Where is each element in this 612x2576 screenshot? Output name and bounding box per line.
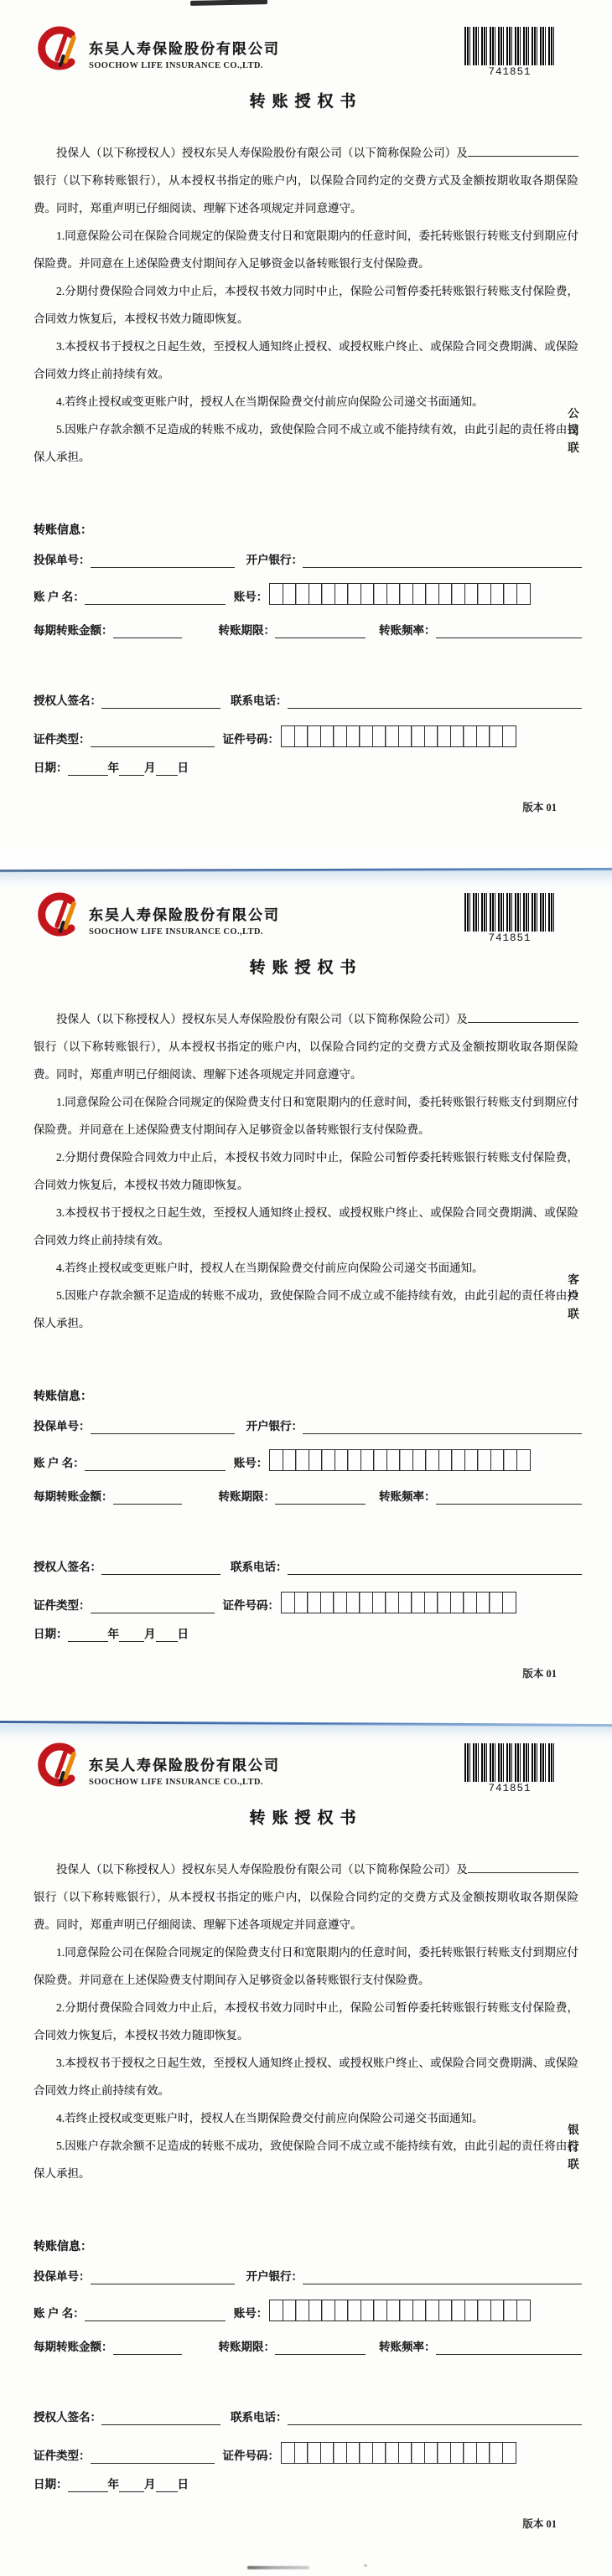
account-name-label: 账 户 名： [34,1457,85,1469]
digit-box [294,1592,309,1613]
authorization-form-page [0,1725,612,2576]
transfer-frequency-blank [436,2341,583,2355]
policy-no-label: 投保单号： [34,1420,91,1433]
digit-box [438,583,453,605]
digit-box [477,1449,491,1471]
authorization-form-page [0,871,612,1722]
account-name-label: 账 户 名： [34,591,85,603]
policy-no-label: 投保单号： [34,554,91,566]
digit-box [451,1449,465,1471]
row-signature-phone [34,2410,582,2425]
account-no-label: 账号： [233,2307,268,2320]
per-period-amount-label: 每期转账金额： [34,2341,113,2353]
digit-box [359,1592,373,1613]
per-period-amount-label: 每期转账金额： [34,1490,113,1503]
digit-box [294,2442,309,2464]
digit-box [502,2442,516,2464]
company-name-block [89,903,357,937]
digit-box [425,2300,439,2321]
digit-box [372,2442,386,2464]
contact-phone-label: 联系电话： [231,1561,288,1573]
digit-box [489,725,503,747]
authorizer-signature-blank [101,2412,220,2425]
digit-box [309,1449,323,1471]
digit-box [463,1592,477,1613]
date-month-blank [119,1629,144,1642]
digit-box [438,1449,453,1471]
bank-name-blank [468,1860,578,1873]
clause-2: 2.分期付费保险合同效力中止后，本授权书效力同时中止，保险公司暂停委托转账银行转账支付保险费，合同效力恢复后，本授权书效力随即恢复。 [34,1151,578,1191]
digit-box [464,583,479,605]
digit-box [307,2442,321,2464]
policy-no-blank [91,555,235,568]
transfer-info-heading: 转账信息： [34,2241,92,2253]
transfer-term-label: 转账期限： [218,1490,275,1503]
year-label: 年 [107,761,119,774]
digit-box [424,2442,438,2464]
company-name-en: SOOCHOW LIFE INSURANCE CO.,LTD. [89,1778,263,1787]
clause-2: 2.分期付费保险合同效力中止后，本授权书效力同时中止，保险公司暂停委托转账银行转账支付保险费，合同效力恢复后，本授权书效力随即恢复。 [34,2001,578,2042]
digit-box [360,583,375,605]
digit-box [437,2442,451,2464]
digit-box [425,1449,439,1471]
digit-box [398,725,412,747]
digit-box [307,1592,321,1613]
digit-box [346,725,360,747]
per-period-amount-blank [113,1491,182,1505]
digit-box [386,583,401,605]
row-date [34,1627,582,1642]
authorizer-signature-blank [101,1562,220,1575]
opening-bank-label: 开户银行： [246,2270,303,2283]
digit-box [283,583,297,605]
digit-box [385,725,399,747]
row-date [34,761,582,776]
intro-text-before: 投保人（以下称授权人）授权东吴人寿保险股份有限公司（以下简称保险公司）及 [56,1013,468,1025]
month-label: 月 [144,1628,156,1640]
id-type-blank [91,1600,215,1613]
digit-box [269,1449,283,1471]
digit-box [437,725,451,747]
barcode [464,1743,556,1794]
per-period-amount-blank [113,2341,182,2355]
digit-box [385,2442,399,2464]
digit-box [450,725,464,747]
transfer-frequency-label: 转账频率： [379,624,436,637]
digit-box [295,1449,309,1471]
digit-box [489,2442,503,2464]
digit-box [412,583,427,605]
digit-box [347,583,361,605]
page-edge-shadow-2 [0,1724,612,1742]
intro-text-before: 投保人（以下称授权人）授权东吴人寿保险股份有限公司（以下简称保险公司）及 [56,1863,468,1876]
digit-box [346,2442,360,2464]
digit-box [283,2300,297,2321]
digit-box [450,2442,464,2464]
contact-phone-label: 联系电话： [231,694,288,707]
id-number-label: 证件号码： [222,2450,279,2462]
date-year-blank [68,1629,108,1642]
authorizer-signature-label: 授权人签名： [34,2411,101,2424]
digit-box [295,2300,309,2321]
clause-5: 5.因账户存款余额不足造成的转账不成功，致使保险合同不成立或不能持续有效，由此引起的责任将由投保人承担。 [34,423,578,463]
id-number-boxes [281,725,515,747]
digit-box [476,725,490,747]
digit-box [335,2300,349,2321]
year-label: 年 [107,1628,119,1640]
digit-box [347,2300,361,2321]
soochow-life-logo-icon [34,890,82,938]
digit-box [335,583,349,605]
account-no-label: 账号： [233,591,268,603]
digit-box [385,1592,399,1613]
date-month-blank [119,2479,144,2492]
clause-4: 4.若终止授权或变更账户时，授权人在当期保险费交付前应向保险公司递交书面通知。 [56,395,484,408]
digit-box [503,1449,517,1471]
intro-paragraph [34,1005,578,1088]
clause-4: 4.若终止授权或变更账户时，授权人在当期保险费交付前应向保险公司递交书面通知。 [56,1262,484,1274]
digit-box [516,2300,531,2321]
digit-box [386,2300,401,2321]
digit-box [333,2442,347,2464]
policy-no-blank [91,1421,235,1434]
digit-box [386,1449,401,1471]
policy-no-label: 投保单号： [34,2270,91,2283]
digit-box [424,725,438,747]
opening-bank-label: 开户银行： [246,554,303,566]
digit-box [490,2300,505,2321]
document-title: 转账授权书 [249,1809,363,1827]
barcode [464,27,556,78]
authorization-form-page [0,0,612,851]
terms-text [34,139,578,471]
barcode-number: 741851 [488,66,532,78]
digit-box [333,725,347,747]
date-label: 日期： [34,2478,68,2491]
id-type-label: 证件类型： [34,1599,91,1612]
opening-bank-blank [303,2271,582,2284]
digit-box [269,2300,283,2321]
clause-4: 4.若终止授权或变更账户时，授权人在当期保险费交付前应向保险公司递交书面通知。 [56,2112,484,2124]
day-label: 日 [177,1628,189,1640]
id-number-label: 证件号码： [222,1599,279,1612]
digit-box [360,1449,375,1471]
digit-box [437,1592,451,1613]
month-label: 月 [144,2478,156,2491]
company-name-en: SOOCHOW LIFE INSURANCE CO.,LTD. [89,61,263,70]
company-name-cn: 东吴人寿保险股份有限公司 [89,41,280,57]
copy-label: 公司联 [566,407,578,459]
transfer-frequency-label: 转账频率： [379,1490,436,1503]
barcode-stripes-icon [464,27,555,65]
digit-box [438,2300,453,2321]
account-name-blank [85,1458,226,1471]
digit-box [490,583,505,605]
digit-box [399,583,413,605]
date-year-blank [68,762,108,776]
digit-box [320,1592,335,1613]
digit-box [307,725,321,747]
company-name-cn: 东吴人寿保险股份有限公司 [89,907,280,923]
terms-text [34,1856,578,2187]
day-label: 日 [177,2478,189,2491]
digit-box [490,1449,505,1471]
barcode [464,893,556,944]
digit-box [321,2300,335,2321]
digit-box [424,1592,438,1613]
barcode-number: 741851 [488,932,532,944]
row-id [34,725,582,747]
id-number-boxes [281,1592,515,1613]
row-account [34,583,582,605]
digit-box [516,583,531,605]
id-type-blank [91,2450,215,2464]
page-edge-shadow-1 [0,870,612,889]
digit-box [464,1449,479,1471]
opening-bank-label: 开户银行： [246,1420,303,1433]
account-number-boxes [269,1449,529,1471]
digit-box [281,1592,295,1613]
row-signature-phone [34,694,582,709]
row-account [34,2300,582,2321]
digit-box [477,2300,491,2321]
digit-box [360,2300,375,2321]
per-period-amount-blank [113,625,182,638]
transfer-frequency-blank [436,1491,583,1505]
row-amount-term-frequency [34,623,582,638]
intro-text-before: 投保人（以下称授权人）授权东吴人寿保险股份有限公司（以下简称保险公司）及 [56,147,468,159]
digit-box [321,1449,335,1471]
clause-3: 3.本授权书于授权之日起生效，至授权人通知终止授权、或授权账户终止、或保险合同交费期满、或保险合同效力终止前持续有效。 [34,1206,578,1247]
digit-box [503,583,517,605]
id-type-blank [91,734,215,747]
digit-box [281,725,295,747]
authorizer-signature-blank [101,695,220,709]
clause-1: 1.同意保险公司在保险合同规定的保险费支付日和宽限期内的任意时间，委托转账银行转账支付到期应付保险费。并同意在上述保险费支付期间存入足够资金以备转账银行支付保险费。 [34,230,578,270]
digit-box [372,1592,386,1613]
copy-label: 银行联 [566,2124,578,2176]
soochow-life-logo-icon [34,1740,82,1789]
month-label: 月 [144,761,156,774]
digit-box [335,1449,349,1471]
contact-phone-label: 联系电话： [231,2411,288,2424]
date-year-blank [68,2479,108,2492]
opening-bank-blank [303,555,582,568]
digit-box [309,2300,323,2321]
bank-name-blank [468,143,578,157]
row-policy-bank [34,1419,582,1434]
digit-box [502,725,516,747]
digit-box [450,1592,464,1613]
digit-box [399,2300,413,2321]
version-label: 版本 01 [522,2518,557,2530]
digit-box [477,583,491,605]
opening-bank-blank [303,1421,582,1434]
bank-name-blank [468,1009,578,1023]
transfer-term-blank [275,2341,366,2355]
row-date [34,2477,582,2492]
version-label: 版本 01 [522,1668,557,1680]
id-type-label: 证件类型： [34,733,91,746]
company-name-block [89,1753,357,1787]
transfer-frequency-label: 转账频率： [379,2341,436,2353]
clause-3: 3.本授权书于授权之日起生效，至授权人通知终止授权、或授权账户终止、或保险合同交费期满、或保险合同效力终止前持续有效。 [34,340,578,380]
barcode-stripes-icon [464,1743,555,1782]
account-name-label: 账 户 名： [34,2307,85,2320]
transfer-info-heading: 转账信息： [34,524,92,537]
digit-box [503,2300,517,2321]
clause-1: 1.同意保险公司在保险合同规定的保险费支付日和宽限期内的任意时间，委托转账银行转账支付到期应付保险费。并同意在上述保险费支付期间存入足够资金以备转账银行支付保险费。 [34,1096,578,1136]
digit-box [451,583,465,605]
date-label: 日期： [34,1628,68,1640]
barcode-stripes-icon [464,893,555,932]
id-number-boxes [281,2442,515,2464]
id-type-label: 证件类型： [34,2450,91,2462]
digit-box [425,583,439,605]
row-policy-bank [34,2269,582,2284]
account-number-boxes [269,583,529,605]
authorizer-signature-label: 授权人签名： [34,1561,101,1573]
scan-artifact-bottom-smudge [247,2566,309,2569]
digit-box [309,583,323,605]
row-id [34,2442,582,2464]
row-amount-term-frequency [34,2340,582,2355]
digit-box [269,583,283,605]
transfer-frequency-blank [436,625,583,638]
digit-box [373,583,387,605]
row-policy-bank [34,553,582,568]
digit-box [359,725,373,747]
clause-3: 3.本授权书于授权之日起生效，至授权人通知终止授权、或授权账户终止、或保险合同交费期满、或保险合同效力终止前持续有效。 [34,2057,578,2097]
document-title: 转账授权书 [249,959,363,977]
digit-box [283,1449,297,1471]
transfer-info-heading: 转账信息： [34,1391,92,1403]
digit-box [320,2442,335,2464]
soochow-life-logo-icon [34,23,82,72]
copy-label: 客户联 [566,1273,578,1325]
version-label: 版本 01 [522,802,557,813]
scan-artifact-bottom-dot [364,2564,367,2567]
date-month-blank [119,762,144,776]
digit-box [516,1449,531,1471]
document-title: 转账授权书 [249,93,363,111]
contact-phone-blank [288,1562,583,1575]
transfer-term-label: 转账期限： [218,2341,275,2353]
policy-no-blank [91,2271,235,2284]
digit-box [398,2442,412,2464]
transfer-term-blank [275,1491,366,1505]
intro-text-after: 银行（以下称转账银行），从本授权书指定的账户内，以保险合同约定的交费方式及金额按期收取各期保险费。同时，郑重声明已仔细阅读、理解下述各项规定并同意遵守。 [34,1891,578,1931]
date-day-blank [156,1629,178,1642]
digit-box [333,1592,347,1613]
digit-box [373,1449,387,1471]
digit-box [463,2442,477,2464]
digit-box [320,725,335,747]
date-day-blank [156,762,178,776]
day-label: 日 [177,761,189,774]
contact-phone-blank [288,695,583,709]
digit-box [294,725,309,747]
row-id [34,1592,582,1613]
digit-box [281,2442,295,2464]
account-number-boxes [269,2300,529,2321]
year-label: 年 [107,2478,119,2491]
date-day-blank [156,2479,178,2492]
digit-box [372,725,386,747]
digit-box [411,2442,425,2464]
digit-box [373,2300,387,2321]
digit-box [347,1449,361,1471]
digit-box [502,1592,516,1613]
contact-phone-blank [288,2412,583,2425]
company-name-cn: 东吴人寿保险股份有限公司 [89,1758,280,1773]
digit-box [476,2442,490,2464]
digit-box [411,1592,425,1613]
account-no-label: 账号： [233,1457,268,1469]
digit-box [476,1592,490,1613]
company-name-block [89,37,357,70]
digit-box [295,583,309,605]
account-name-blank [85,591,226,605]
digit-box [346,1592,360,1613]
digit-box [359,2442,373,2464]
digit-box [412,2300,427,2321]
digit-box [464,2300,479,2321]
digit-box [321,583,335,605]
row-signature-phone [34,1560,582,1575]
row-account [34,1449,582,1471]
intro-text-after: 银行（以下称转账银行），从本授权书指定的账户内，以保险合同约定的交费方式及金额按期收取各期保险费。同时，郑重声明已仔细阅读、理解下述各项规定并同意遵守。 [34,1040,578,1081]
clause-5: 5.因账户存款余额不足造成的转账不成功，致使保险合同不成立或不能持续有效，由此引起的责任将由投保人承担。 [34,2140,578,2180]
transfer-term-label: 转账期限： [218,624,275,637]
date-label: 日期： [34,761,68,774]
clause-2: 2.分期付费保险合同效力中止后，本授权书效力同时中止，保险公司暂停委托转账银行转账支付保险费，合同效力恢复后，本授权书效力随即恢复。 [34,285,578,325]
digit-box [412,1449,427,1471]
barcode-number: 741851 [488,1783,532,1794]
id-number-label: 证件号码： [222,733,279,746]
terms-text [34,1005,578,1337]
digit-box [463,725,477,747]
clause-5: 5.因账户存款余额不足造成的转账不成功，致使保险合同不成立或不能持续有效，由此引起的责任将由投保人承担。 [34,1289,578,1329]
digit-box [489,1592,503,1613]
row-amount-term-frequency [34,1489,582,1505]
per-period-amount-label: 每期转账金额： [34,624,113,637]
digit-box [399,1449,413,1471]
digit-box [451,2300,465,2321]
intro-text-after: 银行（以下称转账银行），从本授权书指定的账户内，以保险合同约定的交费方式及金额按期收取各期保险费。同时，郑重声明已仔细阅读、理解下述各项规定并同意遵守。 [34,174,578,214]
clause-1: 1.同意保险公司在保险合同规定的保险费支付日和宽限期内的任意时间，委托转账银行转账支付到期应付保险费。并同意在上述保险费支付期间存入足够资金以备转账银行支付保险费。 [34,1946,578,1986]
intro-paragraph [34,139,578,222]
company-name-en: SOOCHOW LIFE INSURANCE CO.,LTD. [89,927,263,937]
digit-box [411,725,425,747]
transfer-term-blank [275,625,366,638]
digit-box [398,1592,412,1613]
authorizer-signature-label: 授权人签名： [34,694,101,707]
intro-paragraph [34,1856,578,1938]
account-name-blank [85,2308,226,2321]
